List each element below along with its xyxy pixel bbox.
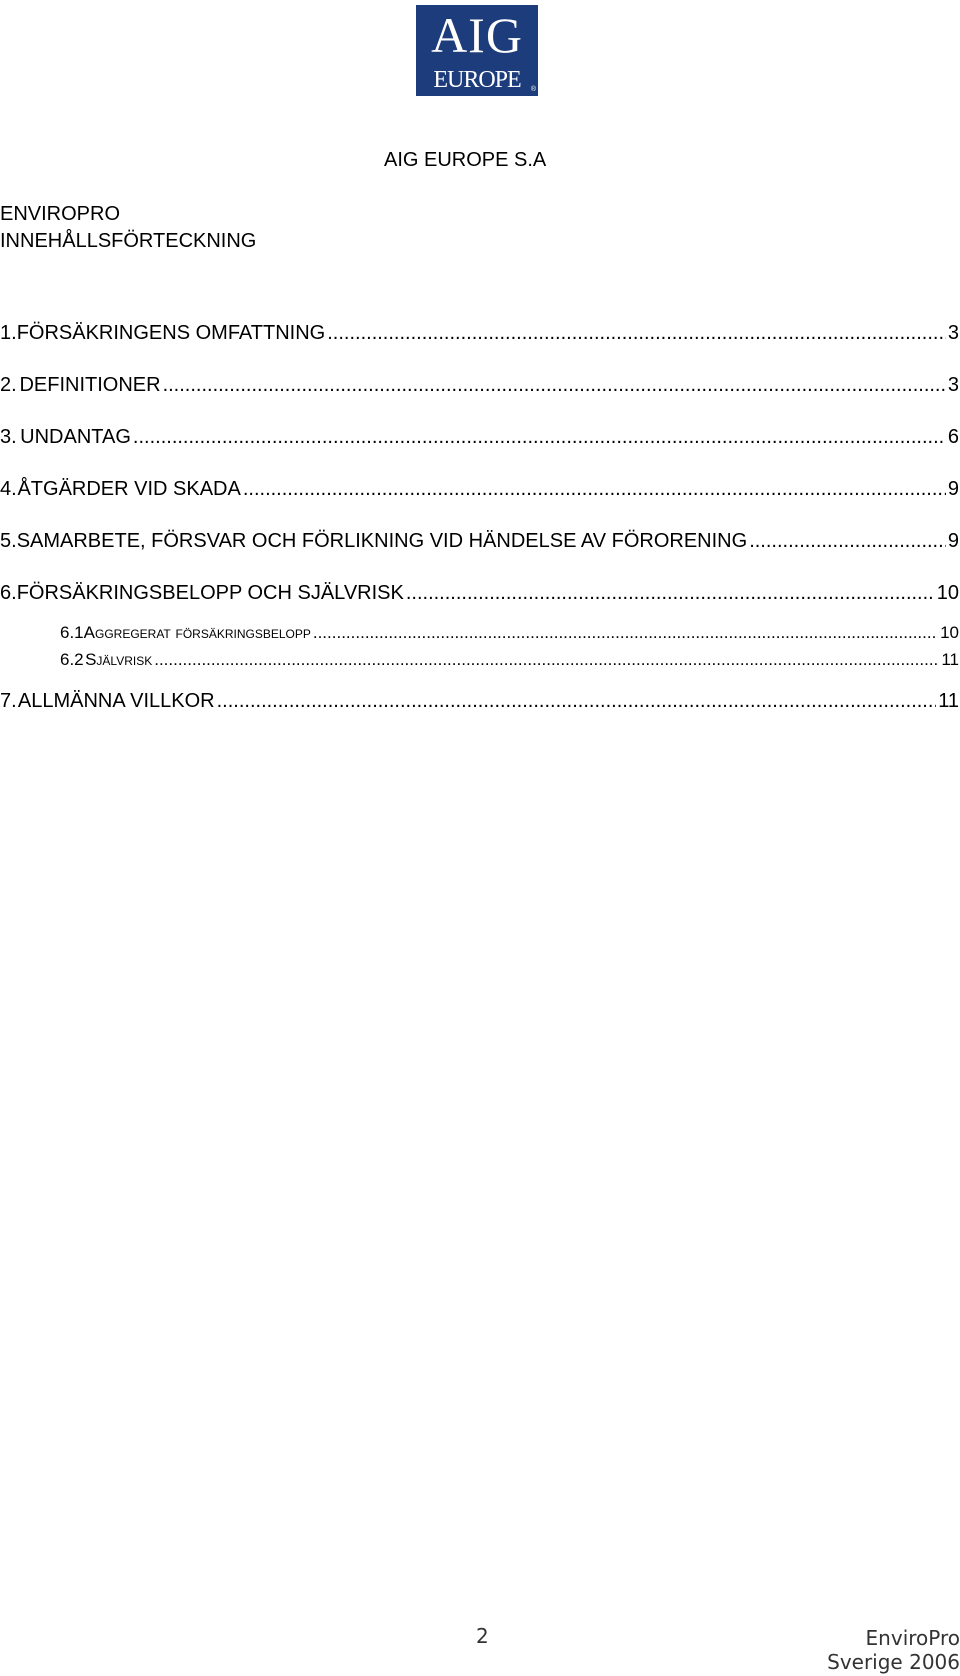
toc-entry-number: 1. [0,322,17,344]
toc-dot-leader [313,622,938,644]
toc-entry[interactable] [0,424,960,450]
toc-dot-leader [327,320,946,346]
toc-entry[interactable] [0,688,960,714]
toc-subentry-number: 6.2 [60,650,84,669]
toc-entry-page: 10 [936,582,959,604]
toc-entry-title: DEFINITIONER [19,374,161,396]
toc-entry-title: FÖRSÄKRINGENS OMFATTNING [16,322,326,344]
toc-entry-number: 4. [0,478,17,500]
toc-subentry[interactable] [0,622,960,644]
footer-product-name: EnviroPro [865,1626,960,1650]
toc-subentry-title: Aggregerat försäkringsbelopp [83,623,311,642]
toc-subentry-title: Självrisk [85,650,153,669]
toc-entry-page: 9 [947,530,959,552]
logo-main-text: AIG [431,7,523,63]
toc-entry-title: ALLMÄNNA VILLKOR [17,690,215,712]
toc-entry-page: 6 [947,426,959,448]
toc-dot-leader [749,528,946,554]
toc-subentry[interactable] [0,649,960,671]
toc-dot-leader [163,372,946,398]
toc-entry[interactable] [0,372,960,398]
document-title-product: ENVIROPRO [0,203,121,225]
toc-entry-title: SAMARBETE, FÖRSVAR OCH FÖRLIKNING VID HÄNDELSE AV FÖRORENING [16,530,748,552]
toc-entry[interactable] [0,320,960,346]
toc-entry-title: FÖRSÄKRINGSBELOPP OCH SJÄLVRISK [16,582,404,604]
toc-entry-number: 3. [0,426,17,448]
document-title-toc-heading: INNEHÅLLSFÖRTECKNING [0,230,257,252]
toc-dot-leader [133,424,946,450]
toc-dot-leader [406,580,935,606]
toc-entry[interactable] [0,528,960,554]
toc-entry-title: UNDANTAG [20,426,131,448]
toc-entry[interactable] [0,476,960,502]
toc-subentry-number: 6.1 [60,623,84,642]
company-name: AIG EUROPE S.A [384,149,547,171]
aig-europe-logo [416,5,538,96]
toc-entry-number: 5. [0,530,17,552]
toc-entry-page: 9 [947,478,959,500]
toc-entry[interactable] [0,580,960,606]
toc-dot-leader [217,688,937,714]
toc-entry-page: 11 [938,690,959,712]
toc-entry-page: 3 [947,374,959,396]
toc-entry-number: 2. [0,374,17,396]
toc-entry-number: 7. [0,690,17,712]
footer-page-number: 2 [476,1624,489,1648]
toc-dot-leader [154,649,939,671]
document-title [0,201,256,255]
toc-entry-title: ÅTGÄRDER VID SKADA [17,478,241,500]
toc-subentry-page: 10 [940,623,959,642]
toc-dot-leader [243,476,946,502]
toc-entry-page: 3 [947,322,959,344]
toc-entry-number: 6. [0,582,17,604]
logo-sub-text: EUROPE [433,67,521,93]
footer-edition: Sverige 2006 [827,1650,960,1674]
toc-subentry-page: 11 [941,650,959,669]
logo-registered-mark: ® [530,86,536,93]
